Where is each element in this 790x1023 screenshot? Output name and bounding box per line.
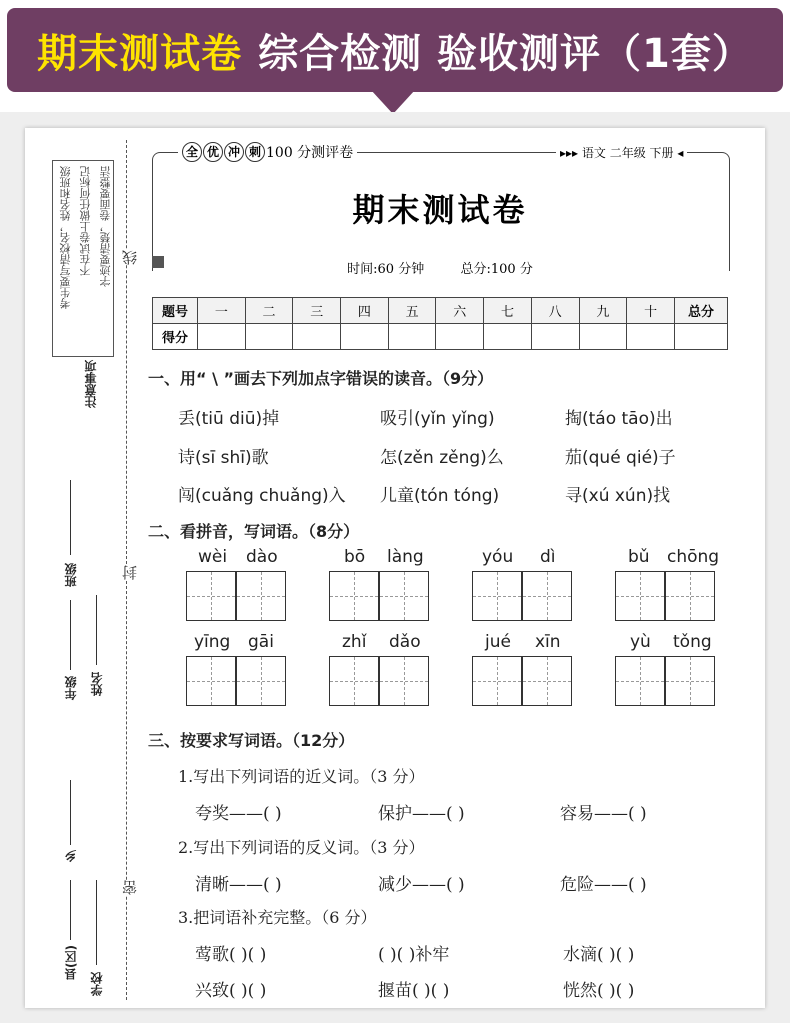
- pinyin-item[interactable]: 闯(cuǎng chuǎng)入: [178, 486, 346, 506]
- banner-title-rest: 综合检测 验收测评（1套）: [258, 30, 753, 77]
- score-cell: 八: [531, 298, 579, 324]
- pinyin-label: bō: [344, 547, 366, 567]
- score-input-cell[interactable]: [484, 324, 532, 350]
- pinyin-label: dǎo: [389, 632, 421, 652]
- score-input-cell[interactable]: [341, 324, 389, 350]
- score-cell: 七: [484, 298, 532, 324]
- question-3-3: 3.把词语补充完整。（6 分）: [178, 908, 377, 927]
- brand-label: [178, 142, 357, 162]
- grade-text: 语文 二年级 下册: [581, 146, 674, 160]
- score-cell: 二: [245, 298, 293, 324]
- section-2-title: 二、看拼音，写词语。（8分）: [148, 522, 360, 541]
- grade-underline: [70, 600, 71, 670]
- synonym-blank[interactable]: 容易——( ): [560, 804, 647, 824]
- writing-grid-cell[interactable]: [379, 656, 429, 706]
- notice-title: 注意事项: [84, 360, 98, 408]
- writing-grid-cell[interactable]: [236, 656, 286, 706]
- banner-title: [7, 8, 783, 92]
- idiom-blank[interactable]: 揠苗( )( ): [378, 981, 450, 1001]
- score-input-cell[interactable]: [245, 324, 293, 350]
- score-cell: 题号: [153, 298, 198, 324]
- score-table: [152, 297, 728, 350]
- pinyin-label: zhǐ: [342, 632, 367, 652]
- score-input-cell[interactable]: [293, 324, 341, 350]
- score-input-cell[interactable]: [531, 324, 579, 350]
- school-underline: [96, 880, 97, 965]
- writing-grid-cell[interactable]: [472, 656, 522, 706]
- score-cell: 四: [341, 298, 389, 324]
- banner-pointer-icon: [371, 90, 415, 114]
- writing-grid-cell[interactable]: [186, 656, 236, 706]
- notice-line-3: 字迹要清楚，卷面要整洁: [99, 166, 112, 287]
- idiom-blank[interactable]: ( )( )补牢: [378, 945, 450, 965]
- score-cell: 五: [388, 298, 436, 324]
- pinyin-label: xīn: [535, 632, 561, 652]
- brand-char: 优: [203, 142, 223, 162]
- writing-grid-cell[interactable]: [522, 656, 572, 706]
- antonym-blank[interactable]: 减少——( ): [378, 875, 465, 895]
- idiom-blank[interactable]: 莺歌( )( ): [195, 945, 267, 965]
- writing-grid-cell[interactable]: [522, 571, 572, 621]
- exam-time: 时间:60 分钟: [347, 262, 425, 277]
- pinyin-label: dào: [246, 547, 278, 567]
- notice-line-2: 不在试卷上做任何标记: [79, 166, 92, 276]
- score-input-cell[interactable]: [579, 324, 627, 350]
- pinyin-item[interactable]: 儿童(tón tóng): [380, 486, 500, 506]
- idiom-blank[interactable]: 水滴( )( ): [563, 945, 635, 965]
- section-1-title: 一、用“ \ ”画去下列加点字错误的读音。（9分）: [148, 369, 494, 388]
- grade-label: [556, 144, 687, 161]
- score-table-header-row: [153, 298, 728, 324]
- idiom-blank[interactable]: 恍然( )( ): [563, 981, 635, 1001]
- pinyin-label: wèi: [198, 547, 228, 567]
- score-cell: 十: [627, 298, 675, 324]
- pinyin-label: jué: [485, 632, 511, 652]
- exam-title: 期末测试卷: [352, 191, 528, 229]
- score-input-cell[interactable]: [436, 324, 484, 350]
- class-underline: [70, 480, 71, 555]
- pinyin-item[interactable]: 寻(xú xún)找: [565, 486, 671, 506]
- exam-total: 总分:100 分: [460, 262, 533, 277]
- pinyin-item[interactable]: 掏(táo tāo)出: [565, 409, 673, 429]
- writing-grid-cell[interactable]: [472, 571, 522, 621]
- writing-grid-cell[interactable]: [329, 571, 379, 621]
- idiom-blank[interactable]: 兴致( )( ): [195, 981, 267, 1001]
- township-underline: [70, 780, 71, 845]
- pinyin-item[interactable]: 怎(zěn zěng)么: [380, 448, 504, 468]
- synonym-blank[interactable]: 保护——( ): [378, 804, 465, 824]
- field-label-name: 姓名: [90, 672, 104, 696]
- field-label-township: 乡: [64, 850, 78, 862]
- pinyin-item[interactable]: 丢(tiū diū)掉: [178, 409, 280, 429]
- pinyin-label: yù: [630, 632, 651, 652]
- score-cell: 九: [579, 298, 627, 324]
- county-underline: [70, 880, 71, 940]
- writing-grid-cell[interactable]: [665, 571, 715, 621]
- field-label-class: 班级: [64, 563, 78, 587]
- brand-char: 全: [182, 142, 202, 162]
- name-underline: [96, 595, 97, 665]
- section-3-title: 三、按要求写词语。（12分）: [148, 731, 355, 750]
- score-input-cell[interactable]: [388, 324, 436, 350]
- score-table-score-row: [153, 324, 728, 350]
- seal-mark-xian: 线: [121, 250, 139, 265]
- pinyin-item[interactable]: 诗(sī shī)歌: [178, 448, 269, 468]
- synonym-blank[interactable]: 夸奖——( ): [195, 804, 282, 824]
- score-input-cell[interactable]: [198, 324, 246, 350]
- writing-grid-cell[interactable]: [186, 571, 236, 621]
- score-cell: 一: [198, 298, 246, 324]
- field-label-county: 县(区): [64, 945, 78, 980]
- writing-grid-cell[interactable]: [236, 571, 286, 621]
- antonym-blank[interactable]: 危险——( ): [560, 875, 647, 895]
- exam-time-line: [152, 258, 728, 277]
- writing-grid-cell[interactable]: [329, 656, 379, 706]
- writing-grid-cell[interactable]: [615, 571, 665, 621]
- arrow-left-icon: ◂: [677, 146, 684, 160]
- pinyin-label: tǒng: [673, 632, 712, 652]
- antonym-blank[interactable]: 清晰——( ): [195, 875, 282, 895]
- pinyin-item[interactable]: 吸引(yǐn yǐng): [380, 409, 495, 429]
- pinyin-label: yīng: [194, 632, 231, 652]
- seal-mark-feng: 封: [121, 565, 139, 580]
- score-cell: 总分: [675, 298, 728, 324]
- pinyin-label: gāi: [248, 632, 274, 652]
- writing-grid-cell[interactable]: [665, 656, 715, 706]
- score-input-cell[interactable]: [675, 324, 728, 350]
- question-3-2: 2.写出下列词语的反义词。（3 分）: [178, 838, 425, 857]
- brand-chars: [182, 142, 266, 162]
- score-row-label: 得分: [153, 324, 198, 350]
- pinyin-label: chōng: [667, 547, 720, 567]
- field-label-grade: 年级: [64, 676, 78, 700]
- writing-grid-cell[interactable]: [615, 656, 665, 706]
- question-3-1: 1.写出下列词语的近义词。（3 分）: [178, 767, 425, 786]
- banner-title-highlight: 期末测试卷: [37, 30, 243, 77]
- field-label-school: 学校: [90, 972, 104, 996]
- writing-grid-cell[interactable]: [379, 571, 429, 621]
- brand-char: 刺: [245, 142, 265, 162]
- pinyin-item[interactable]: 茄(qué qié)子: [565, 448, 676, 468]
- brand-char: 冲: [224, 142, 244, 162]
- pinyin-label: làng: [387, 547, 424, 567]
- pinyin-label: dì: [540, 547, 556, 567]
- arrow-right-icon: ▸▸▸: [560, 146, 579, 160]
- score-input-cell[interactable]: [627, 324, 675, 350]
- seal-mark-mi: 密: [121, 880, 139, 895]
- pinyin-label: yóu: [482, 547, 514, 567]
- top-banner: [7, 8, 783, 92]
- pinyin-label: bǔ: [628, 547, 650, 567]
- notice-line-1: 考生要写清校名，姓名和班级: [59, 166, 72, 309]
- score-cell: 六: [436, 298, 484, 324]
- brand-suffix: 100 分测评卷: [266, 145, 354, 161]
- score-cell: 三: [293, 298, 341, 324]
